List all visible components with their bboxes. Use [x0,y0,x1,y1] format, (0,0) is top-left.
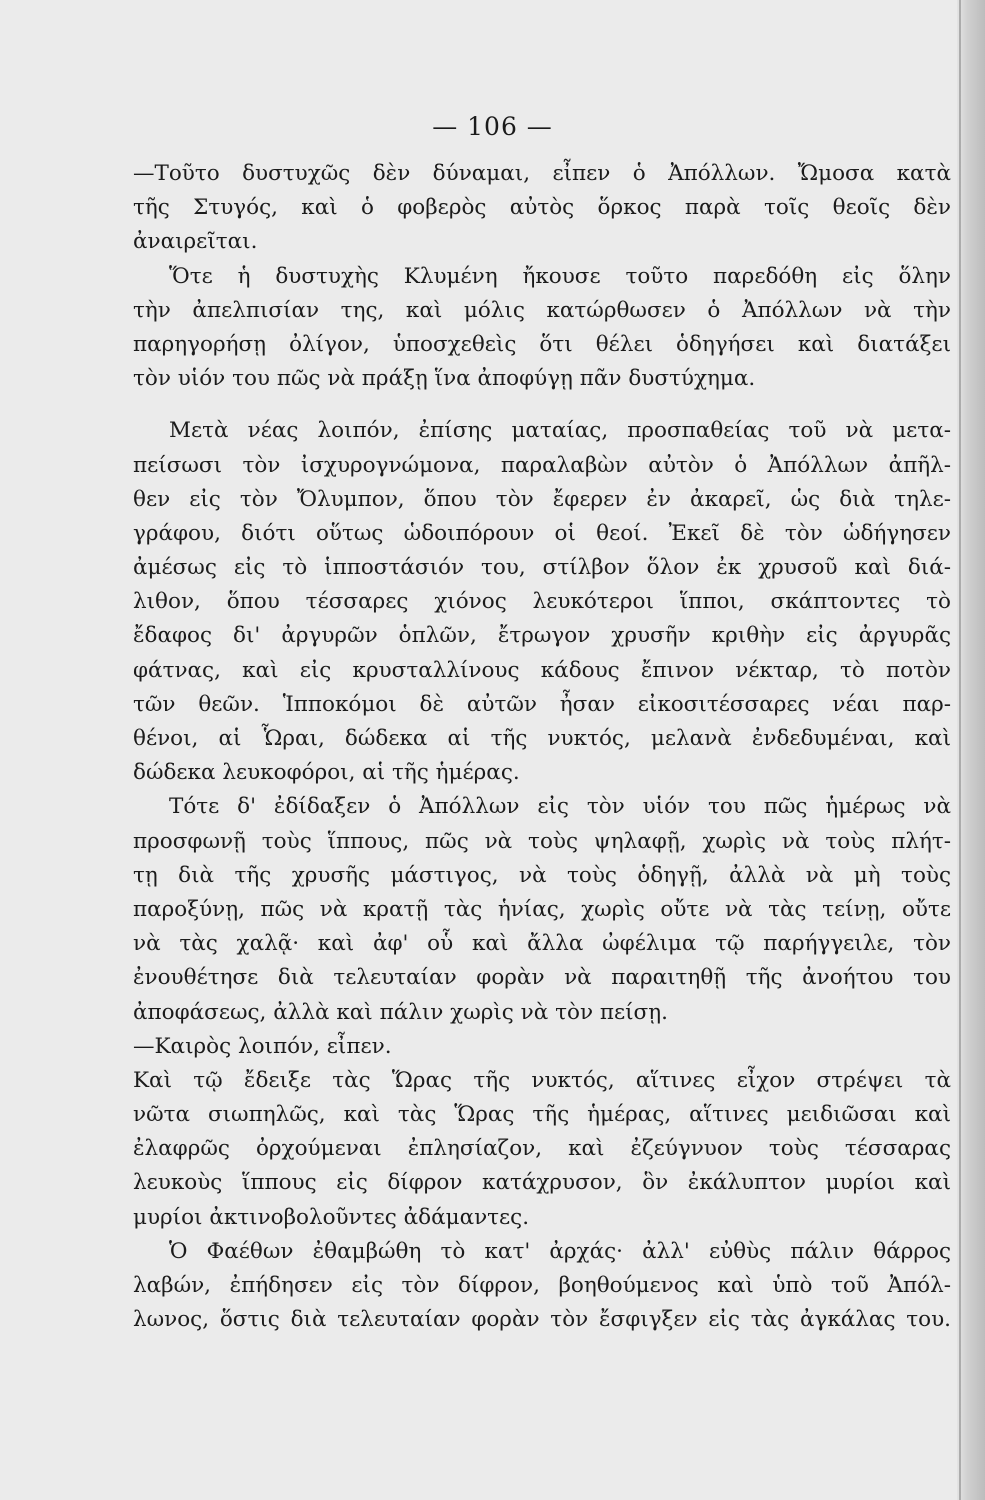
text-line: γράφου, διότι οὕτως ὡδοιπόρουν οἱ θεοί. Ἐκεῖ δὲ τὸν ὡδήγησεν [133,520,951,546]
paragraph-gap [133,396,951,414]
text-line: τῶν θεῶν. Ἱπποκόμοι δὲ αὐτῶν ἦσαν εἰκοσιτέσσαρες νέαι παρ- [133,691,951,717]
text-line: παρηγορήσῃ ὀλίγον, ὑποσχεθεὶς ὅτι θέλει ὁδηγήσει καὶ διατάξει [133,331,951,357]
text-line: θένοι, αἱ Ὧραι, δώδεκα αἱ τῆς νυκτός, μελανὰ ἐνδεδυμέναι, καὶ [133,726,951,751]
text-line: λιθον, ὅπου τέσσαρες χιόνος λευκότεροι ἵπποι, σκάπτοντες τὸ [133,589,951,615]
text-line: τὴν ἀπελπισίαν της, καὶ μόλις κατώρθωσεν ὁ Ἀπόλλων νὰ τὴν [133,297,951,323]
text-line: μυρίοι ἀκτινοβολοῦντες ἀδάμαντες. [133,1204,530,1230]
text-line: Τότε δ' ἐδίδαξεν ὁ Ἀπόλλων εἰς τὸν υἱόν του πῶς ἡμέρως νὰ [169,794,951,820]
text-line: Ὁ Φαέθων ἐθαμβώθη τὸ κατ' ἀρχάς· ἀλλ' εὐθὺς πάλιν θάρρος [169,1238,951,1264]
text-line: Μετὰ νέας λοιπόν, ἐπίσης ματαίας, προσπαθείας τοῦ νὰ μετα- [169,418,951,444]
text-line: ἐλαφρῶς ὀρχούμεναι ἐπλησίαζον, καὶ ἐζεύγνυον τοὺς τέσσαρας [133,1136,951,1162]
text-line: νῶτα σιωπηλῶς, καὶ τὰς Ὥρας τῆς ἡμέρας, αἵτινες μειδιῶσαι καὶ [133,1102,951,1128]
body-text [133,157,951,1337]
text-line: θεν εἰς τὸν Ὄλυμπον, ὅπου τὸν ἔφερεν ἐν ἀκαρεῖ, ὡς διὰ τηλε- [133,486,951,512]
text-line: νὰ τὰς χαλᾷ· καὶ ἀφ' οὗ καὶ ἄλλα ὠφέλιμα τῷ παρήγγειλε, τὸν [133,931,951,957]
text-line: φάτνας, καὶ εἰς κρυσταλλίνους κάδους ἔπινον νέκταρ, τὸ ποτὸν [133,657,951,683]
page-edge-line [959,0,961,1500]
page-number: — 106 — [432,112,553,141]
text-line: ἀποφάσεως, ἀλλὰ καὶ πάλιν χωρὶς νὰ τὸν πείσῃ. [133,999,668,1025]
text-line: τὸν υἱόν του πῶς νὰ πράξῃ ἵνα ἀποφύγῃ πᾶν δυστύχημα. [133,366,756,392]
text-line: ἔδαφος δι' ἀργυρῶν ὁπλῶν, ἔτρωγον χρυσῆν κριθὴν εἰς ἀργυρᾶς [133,623,951,649]
text-line: ἀναιρεῖται. [133,229,258,255]
text-line: λωνος, ὅστις διὰ τελευταίαν φορὰν τὸν ἔσφιγξεν εἰς τὰς ἀγκάλας του. [133,1307,951,1333]
text-line: λαβών, ἐπήδησεν εἰς τὸν δίφρον, βοηθούμενος καὶ ὑπὸ τοῦ Ἀπόλ- [133,1273,951,1298]
text-line: Καὶ τῷ ἔδειξε τὰς Ὥρας τῆς νυκτός, αἵτινες εἶχον στρέψει τὰ [133,1067,951,1093]
text-line: ἀμέσως εἰς τὸ ἱπποστάσιόν του, στίλβον ὅλον ἐκ χρυσοῦ καὶ διά- [133,555,951,581]
page-spine-shadow [957,0,985,1500]
text-line: —Τοῦτο δυστυχῶς δὲν δύναμαι, εἶπεν ὁ Ἀπόλλων. Ὤμοσα κατὰ [133,161,951,186]
text-line: ἐνουθέτησε διὰ τελευταίαν φορὰν νὰ παραιτηθῇ τῆς ἀνοήτου του [133,965,951,991]
text-line: προσφωνῇ τοὺς ἵππους, πῶς νὰ τοὺς ψηλαφῇ, χωρὶς νὰ τοὺς πλήτ- [133,828,951,854]
text-line: δώδεκα λευκοφόροι, αἱ τῆς ἡμέρας. [133,760,520,786]
text-line: παροξύνῃ, πῶς νὰ κρατῇ τὰς ἡνίας, χωρὶς οὔτε νὰ τὰς τείνῃ, οὔτε [133,896,951,922]
text-line: τῆς Στυγός, καὶ ὁ φοβερὸς αὐτὸς ὅρκος παρὰ τοῖς θεοῖς δὲν [133,195,951,221]
text-line: —Καιρὸς λοιπόν, εἶπεν. [133,1033,392,1059]
text-line: Ὅτε ἡ δυστυχὴς Κλυμένη ἤκουσε τοῦτο παρεδόθη εἰς ὅλην [169,263,951,289]
text-line: πείσωσι τὸν ἰσχυρογνώμονα, παραλαβὼν αὐτὸν ὁ Ἀπόλλων ἀπῆλ- [133,452,951,478]
text-line: λευκοὺς ἵππους εἰς δίφρον κατάχρυσον, ὃν ἐκάλυπτον μυρίοι καὶ [133,1170,951,1196]
text-line: τῃ διὰ τῆς χρυσῆς μάστιγος, νὰ τοὺς ὁδηγῇ, ἀλλὰ νὰ μὴ τοὺς [133,862,951,888]
